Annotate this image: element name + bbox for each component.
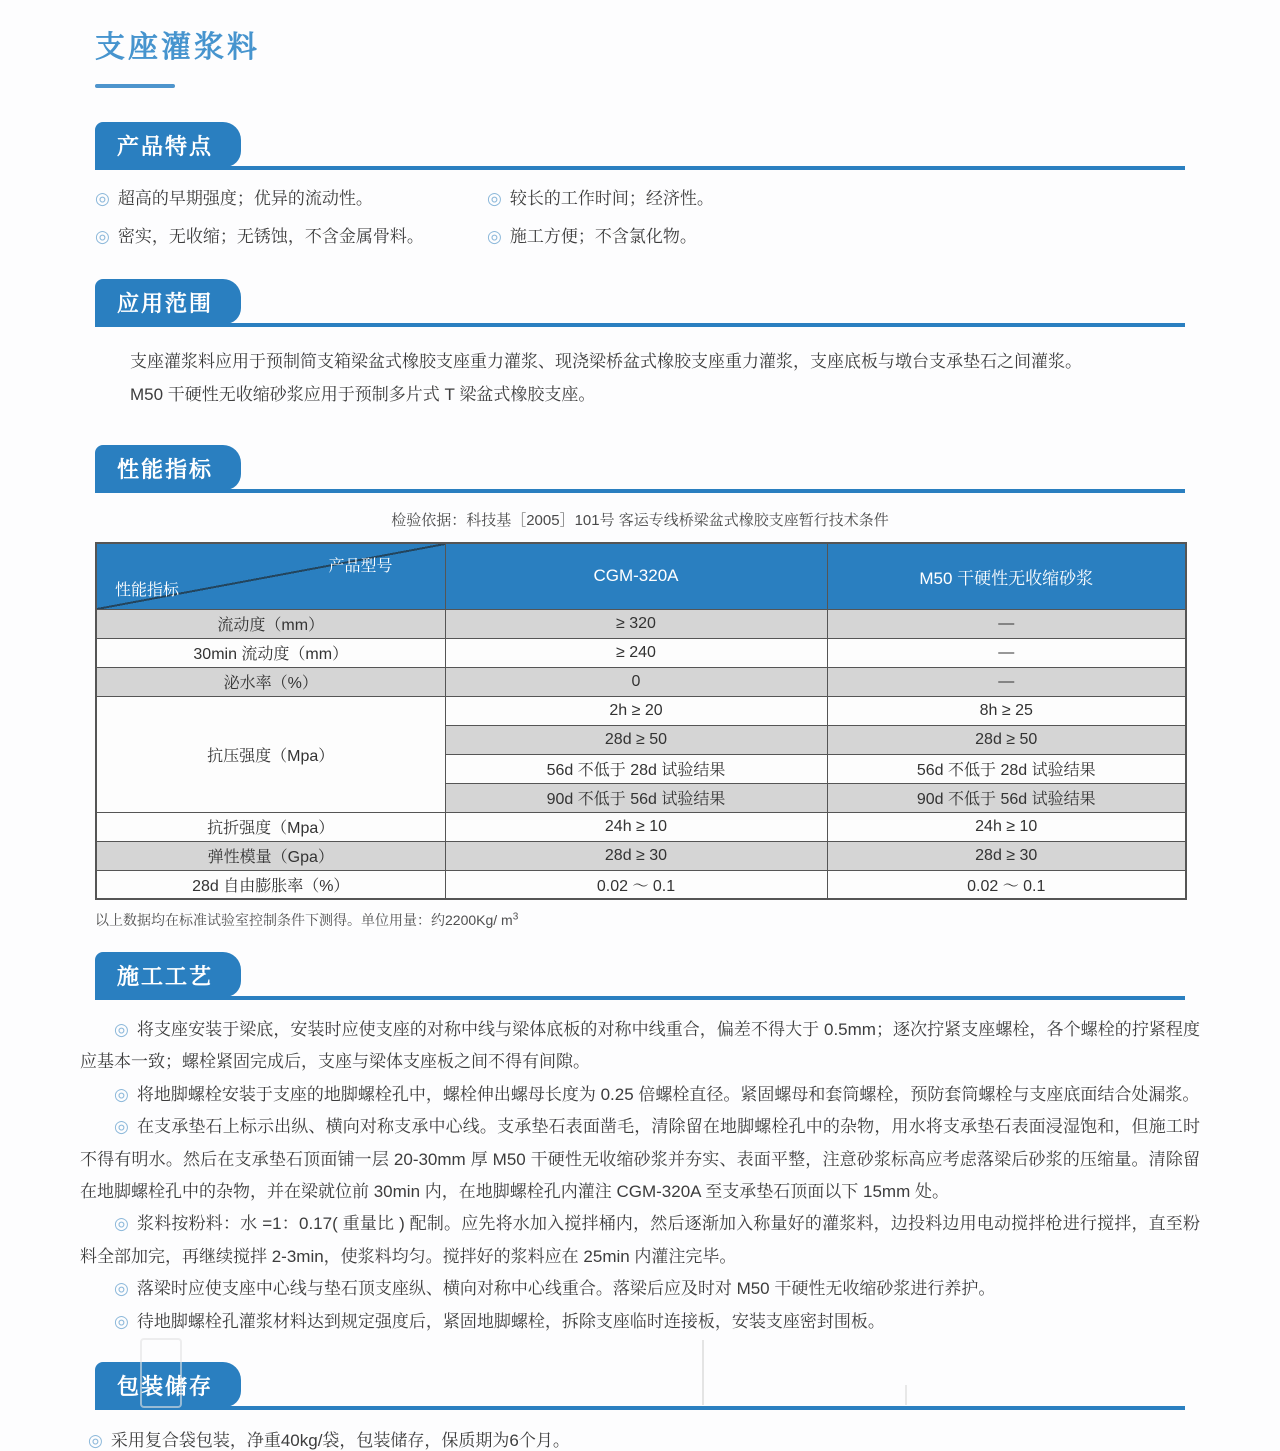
- construction-text: 浆料按粉料：水 =1：0.17( 重量比 ) 配制。应先将水加入搅拌桶内，然后逐渐加入称量好的灌浆料，边投料边用电动搅拌枪进行搅拌，直至粉料全部加完，再继续搅拌 2-3min，使浆料均匀。搅拌好的浆料应在 25min 内灌注完毕。: [80, 1214, 1200, 1266]
- table-cell: —: [827, 638, 1186, 667]
- inspection-basis-note: 检验依据：科技基［2005］101号 客运专线桥梁盆式橡胶支座暂行技术条件: [391, 512, 889, 529]
- table-cell: 28d ≥ 50: [827, 725, 1186, 754]
- table-row: [96, 667, 1186, 696]
- row-label: 28d 自由膨胀率（%）: [96, 870, 445, 899]
- column-header-m50: M50 干硬性无收缩砂浆: [827, 543, 1186, 609]
- table-cell: 0.02 ～ 0.1: [445, 870, 827, 899]
- table-cell: —: [827, 667, 1186, 696]
- section-tab-features: 产品特点: [95, 122, 241, 167]
- construction-paragraph: [80, 1273, 1200, 1305]
- feature-text: 超高的早期强度；优异的流动性。: [117, 189, 373, 208]
- row-label: 抗折强度（Mpa）: [96, 812, 445, 841]
- table-cell: 24h ≥ 10: [445, 812, 827, 841]
- table-cell: 90d 不低于 56d 试验结果: [827, 783, 1186, 812]
- table-row: [96, 841, 1186, 870]
- title-underline: [95, 84, 175, 88]
- feature-text: 施工方便；不含氯化物。: [509, 227, 697, 246]
- row-label: 流动度（mm）: [96, 609, 445, 638]
- application-paragraph: 支座灌浆料应用于预制简支箱梁盆式橡胶支座重力灌浆、现浇梁桥盆式橡胶支座重力灌浆，支座底板与墩台支承垫石之间灌浆。: [130, 352, 1082, 371]
- performance-table: [95, 542, 1187, 900]
- feature-text: 密实，无收缩；无锈蚀，不含金属骨料。: [117, 227, 424, 246]
- table-cell: ≥ 240: [445, 638, 827, 667]
- construction-text: 待地脚螺栓孔灌浆材料达到规定强度后，紧固地脚螺栓，拆除支座临时连接板，安装支座密封围板。: [136, 1311, 885, 1331]
- construction-paragraph: [80, 1208, 1200, 1273]
- table-row: [96, 609, 1186, 638]
- construction-text: 落梁时应使支座中心线与垫石顶支座纵、横向对称中心线重合。落梁后应及时对 M50 干硬性无收缩砂浆进行养护。: [136, 1279, 996, 1299]
- application-paragraph: M50 干硬性无收缩砂浆应用于预制多片式 T 梁盆式橡胶支座。: [130, 385, 596, 404]
- application-paragraphs: [130, 345, 1200, 411]
- table-cell: 56d 不低于 28d 试验结果: [827, 754, 1186, 783]
- section-head-construction: [95, 952, 1185, 1000]
- construction-paragraph: [80, 1014, 1200, 1079]
- bullseye-bullet-icon: ◎: [95, 227, 110, 246]
- section-head-application: [95, 279, 1185, 327]
- table-cell: 0: [445, 667, 827, 696]
- bullseye-bullet-icon: ◎: [88, 1431, 103, 1451]
- bullseye-bullet-icon: ◎: [487, 189, 502, 208]
- bullseye-bullet-icon: ◎: [487, 227, 502, 246]
- column-header-cgm320a: CGM-320A: [445, 543, 827, 609]
- bullseye-bullet-icon: ◎: [114, 1214, 130, 1234]
- bullseye-bullet-icon: ◎: [95, 189, 110, 208]
- row-label: 弹性模量（Gpa）: [96, 841, 445, 870]
- table-row: [96, 870, 1186, 899]
- section-head-packaging: [95, 1362, 1185, 1410]
- construction-paragraph: [80, 1079, 1200, 1111]
- corner-label-performance-index: 性能指标: [115, 581, 180, 599]
- table-row: [96, 812, 1186, 841]
- construction-text: 将地脚螺栓安装于支座的地脚螺栓孔中，螺栓伸出螺母长度为 0.25 倍螺栓直径。紧固螺母和套筒螺栓，预防套筒螺栓与支座底面结合处漏浆。: [136, 1084, 1200, 1104]
- table-footnote: [95, 910, 1200, 930]
- footnote-superscript: 3: [512, 911, 519, 923]
- table-cell: 56d 不低于 28d 试验结果: [445, 754, 827, 783]
- table-cell: 24h ≥ 10: [827, 812, 1186, 841]
- feature-item: [487, 222, 1200, 247]
- feature-item: [95, 184, 487, 209]
- packaging-text: 采用复合袋包装，净重40kg/袋，包装储存，保质期为6个月。: [110, 1431, 570, 1451]
- row-label: 泌水率（%）: [96, 667, 445, 696]
- table-cell: 8h ≥ 25: [827, 696, 1186, 725]
- table-row: [96, 696, 1186, 725]
- table-corner-cell: [96, 543, 445, 609]
- feature-text: 较长的工作时间；经济性。: [509, 189, 714, 208]
- section-tab-application: 应用范围: [95, 279, 241, 324]
- feature-list: [95, 184, 1200, 247]
- bullseye-bullet-icon: ◎: [114, 1311, 129, 1331]
- row-label-compressive: 抗压强度（Mpa）: [96, 696, 445, 812]
- watermark-line: [905, 1385, 907, 1405]
- bullseye-bullet-icon: ◎: [114, 1279, 129, 1299]
- section-tab-performance: 性能指标: [95, 445, 241, 490]
- bullseye-bullet-icon: ◎: [114, 1084, 129, 1104]
- table-cell: 28d ≥ 50: [445, 725, 827, 754]
- page-title: 支座灌浆料: [95, 31, 260, 64]
- bullseye-bullet-icon: ◎: [114, 1020, 129, 1039]
- section-head-performance: [95, 445, 1185, 493]
- table-cell: 28d ≥ 30: [827, 841, 1186, 870]
- section-head-features: [95, 122, 1185, 170]
- construction-paragraph: [80, 1111, 1200, 1208]
- watermark-line: [702, 1340, 704, 1405]
- table-cell: 90d 不低于 56d 试验结果: [445, 783, 827, 812]
- construction-text: 在支承垫石上标示出纵、横向对称支承中心线。支承垫石表面凿毛，清除留在地脚螺栓孔中的杂物，用水将支承垫石表面浸湿饱和，但施工时不得有明水。然后在支承垫石顶面铺一层 20-30mm 厚 M50 干硬性无收缩砂浆并夯实、表面平整，注意砂浆标高应考虑落梁后砂浆的压缩量。清除留在地脚螺栓孔中的杂物，并在梁就位前 30min 内，在地脚螺栓孔内灌注 CGM-320A 至支承垫石顶面以下 15mm 处。: [80, 1117, 1200, 1202]
- row-label: 30min 流动度（mm）: [96, 638, 445, 667]
- table-row: [96, 638, 1186, 667]
- corner-label-product-model: 产品型号: [328, 558, 393, 575]
- watermark-bag-shape: [140, 1338, 182, 1408]
- bullseye-bullet-icon: ◎: [114, 1117, 129, 1137]
- feature-item: [487, 184, 1200, 209]
- construction-paragraphs: [80, 1014, 1200, 1338]
- feature-item: [95, 222, 487, 247]
- section-tab-packaging: 包装储存: [95, 1362, 241, 1407]
- table-cell: 2h ≥ 20: [445, 696, 827, 725]
- table-cell: —: [827, 609, 1186, 638]
- section-tab-construction: 施工工艺: [95, 952, 241, 997]
- packaging-item: [88, 1426, 1200, 1451]
- footnote-text: 以上数据均在标准试验室控制条件下测得。单位用量：约2200Kg/ m: [95, 912, 513, 928]
- construction-paragraph: [80, 1306, 1200, 1338]
- table-header-row: [96, 543, 1186, 609]
- table-cell: ≥ 320: [445, 609, 827, 638]
- construction-text: 将支座安装于梁底，安装时应使支座的对称中线与梁体底板的对称中线重合，偏差不得大于 0.5mm；逐次拧紧支座螺栓，各个螺栓的拧紧程度应基本一致；螺栓紧固完成后，支座与梁体支座板之间不得有间隙。: [80, 1020, 1200, 1072]
- table-cell: 0.02 ～ 0.1: [827, 870, 1186, 899]
- table-cell: 28d ≥ 30: [445, 841, 827, 870]
